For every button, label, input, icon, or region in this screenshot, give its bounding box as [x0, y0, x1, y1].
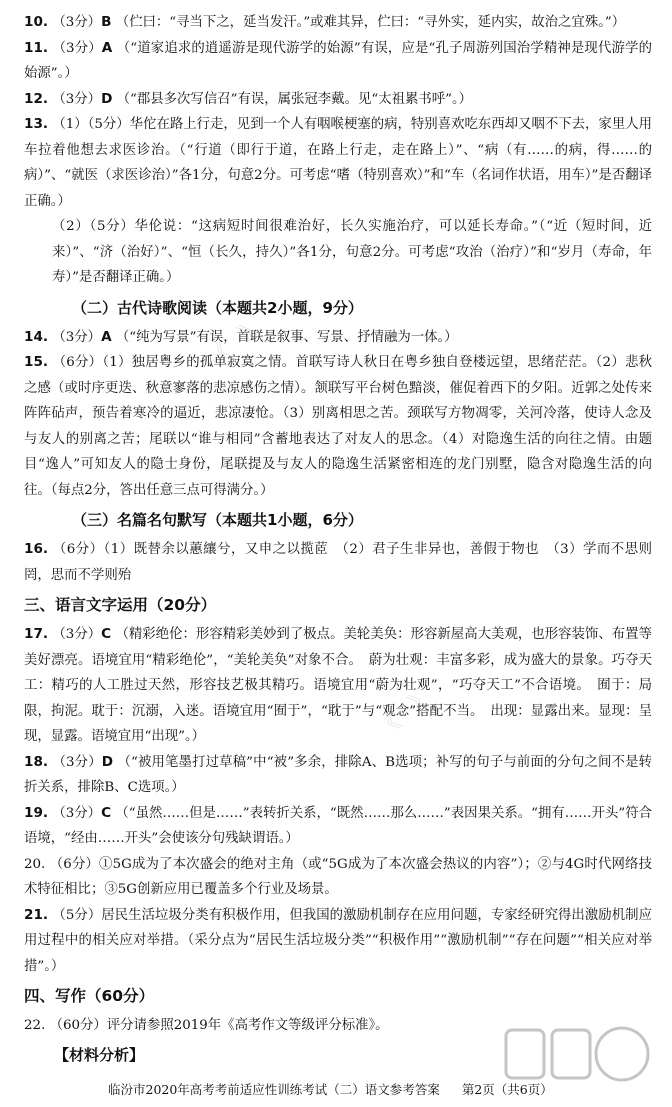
material-analysis-heading: 【材料分析】 — [54, 1045, 145, 1064]
answer-13-part1 — [24, 112, 652, 214]
answer-letter: C — [101, 804, 112, 821]
answer-explanation: （“虽然……但是……”表转折关系，“既然……那么……”表因果关系。“拥有……开头”符合语境，“经由……开头”会使该分句残缺谓语。） — [24, 805, 652, 846]
answer-18 — [24, 750, 652, 801]
answer-explanation: （“郡县多次写信召”有误，属张冠李戴。见“太祖累书呼”。） — [116, 91, 473, 107]
answer-21 — [24, 903, 652, 980]
section-recitation-heading: （三）名篇名句默写（本题共1小题，6分） — [72, 511, 363, 529]
section-poetry-heading: （二）古代诗歌阅读（本题共2小题，9分） — [72, 298, 363, 317]
watermark: 《 》 — [203, 309, 273, 373]
answer-14 — [24, 325, 652, 351]
answer-explanation: （2）（5分）华伦说：“这病短时间很难治好，长久实施治疗，可以延长寿命。”（“近（短时间，近来）”、“济（治好）”、“恒（长久，持久）”各1分，句意2分。可考虑“攻治（治疗）”和“岁月（寿命，年寿）”是否翻译正确。） — [52, 219, 652, 285]
answer-explanation: （5分）居民生活垃圾分类有积极作用，但我国的激励机制存在应用问题，专家经研究得出激励机制应用过程中的相关应对举措。（采分点为“居民生活垃圾分类”“积极作用”“激励机制”“存在问题”“相关应对举措”。） — [24, 907, 652, 974]
answer-explanation: （6分）（1）独居粤乡的孤单寂寞之情。首联写诗人秋日在粤乡独自登楼远望，思绪茫茫。（2）悲秋之感（或时序更迭、秋意寥落的悲凉感伤之情）。颔联写平台树色黯淡，催促着西下的夕阳。近郭之处传来阵阵砧声，预告着寒冷的逼近，悲凉凄怆。（3）别离相思之苦。颈联写方物凋零，关河冷落，使诗人念及与友人的别离之苦；尾联以“谁与相同”含蓄地表达了对友人的思念。（4）对隐逸生活的向往之情。由题目“逸人”可知友人的隐士身份，尾联提及与友人的隐逸生活紧密相连的龙门别墅，隐含对隐逸生活的向往。（每点2分，答出任意三点可得满分。） — [24, 355, 652, 498]
page-footer — [108, 1080, 668, 1098]
answer-explanation: （6分）①5G成为了本次盛会的绝对主角（或“5G成为了本次盛会热议的内容”）；②与4G时代网络技术特征相比；③5G创新应用已覆盖多个行业及场景。 — [24, 856, 652, 897]
question-number: 16. — [24, 541, 49, 557]
answer-explanation: （伫曰：“寻当下之，延当发汗。”或难其异，伫曰：“寻外实，延内实，故治之宜殊。”） — [115, 15, 626, 30]
question-score: （3分） — [52, 329, 102, 345]
question-number: 21. — [24, 906, 49, 923]
answer-17 — [24, 622, 652, 750]
question-score: （3分） — [52, 627, 102, 642]
watermark: 《 》 — [373, 679, 443, 743]
answer-explanation: （“被用笔墨打过草稿”中“被”多余，排除A、B选项；补写的句子与前面的分句之间不是转折关系，排除B、C选项。） — [24, 754, 653, 795]
answer-explanation: （1）（5分）华佗在路上行走，见到一个人有咽喉梗塞的病，特别喜欢吃东西却又咽不下去，家里人用车拉着他想去求医诊治。（“行道（即行于道，在路上行走，走在路上）”、“病（有……的病，得……的病）”、“就医（求医诊治）”各1分，句意2分。可考虑“嗜（特别喜欢）”和“车（名词作状语，用车）”是否翻译正确。） — [24, 117, 652, 209]
question-score: （3分） — [52, 15, 102, 30]
answer-explanation: （6分）（1）既替余以蕙纕兮，又申之以揽茝 （2）君子生非异也，善假于物也 （3）学而不思则罔，思而不学则殆 — [24, 542, 652, 583]
question-number: 17. — [24, 626, 49, 642]
question-number: 14. — [24, 328, 49, 345]
answer-content — [24, 10, 652, 1071]
answer-15 — [24, 350, 652, 503]
answer-letter: A — [101, 39, 113, 56]
answer-letter: A — [101, 328, 112, 345]
question-number: 12. — [24, 90, 49, 107]
answer-letter: D — [101, 90, 113, 107]
footer-exam-title: 临汾市2020年高考考前适应性训练考试（二）语文参考答案 — [108, 1082, 440, 1097]
answer-19 — [24, 801, 652, 852]
answer-11 — [24, 36, 652, 87]
question-number: 18. — [24, 753, 49, 770]
part-writing-heading: 四、写作（60分） — [24, 987, 155, 1005]
question-number: 10. — [24, 14, 49, 30]
answer-13-part2 — [24, 214, 652, 291]
answer-letter: B — [101, 14, 112, 30]
answer-12 — [24, 87, 652, 113]
answer-10 — [24, 10, 652, 36]
question-score: （3分） — [52, 91, 102, 107]
question-number: 22. — [24, 1018, 46, 1033]
question-number: 15. — [24, 354, 49, 370]
question-number: 19. — [24, 804, 49, 821]
answer-16 — [24, 537, 652, 588]
answer-explanation: （精彩绝伦：形容精彩美妙到了极点。美轮美奂：形容新屋高大美观，也形容装饰、布置等美好漂亮。语境宜用“精彩绝伦”，“美轮美奂”对象不合。 蔚为壮观：丰富多彩，成为盛大的景象。巧夺天工：精巧的人工胜过天然，形容技艺极其精巧。语境宜用“蔚为壮观”，“巧夺天工”不合语境。 囿于：局限，拘泥。耽于：沉溺，入迷。语境宜用“囿于”，“耽于”与“观念”搭配不当。 出现：显露出来。显现：呈现，显露。语境宜用“出现”。） — [24, 627, 652, 744]
answer-explanation: （“道家追求的逍遥游是现代游学的始源”有误，应是“孔子周游列国治学精神是现代游学的始源”。） — [24, 40, 652, 81]
question-number: 20. — [24, 856, 46, 872]
question-score: （3分） — [52, 805, 102, 821]
answer-20 — [24, 852, 652, 903]
question-number: 11. — [24, 39, 49, 56]
answer-explanation: （60分）评分请参照2019年《高考作文等级评分标准》。 — [49, 1018, 389, 1033]
answer-letter: D — [101, 753, 114, 770]
question-score: （3分） — [52, 754, 102, 770]
question-score: （3分） — [52, 40, 102, 56]
answer-letter: C — [101, 626, 112, 642]
part-language-heading: 三、语言文字运用（20分） — [24, 596, 217, 614]
question-number: 13. — [24, 116, 49, 132]
footer-page-number: 第2页（共6页） — [461, 1082, 553, 1097]
answer-22 — [24, 1013, 652, 1039]
answer-explanation: （“纯为写景”有误，首联是叙事、写景、抒情融为一体。） — [115, 329, 458, 345]
